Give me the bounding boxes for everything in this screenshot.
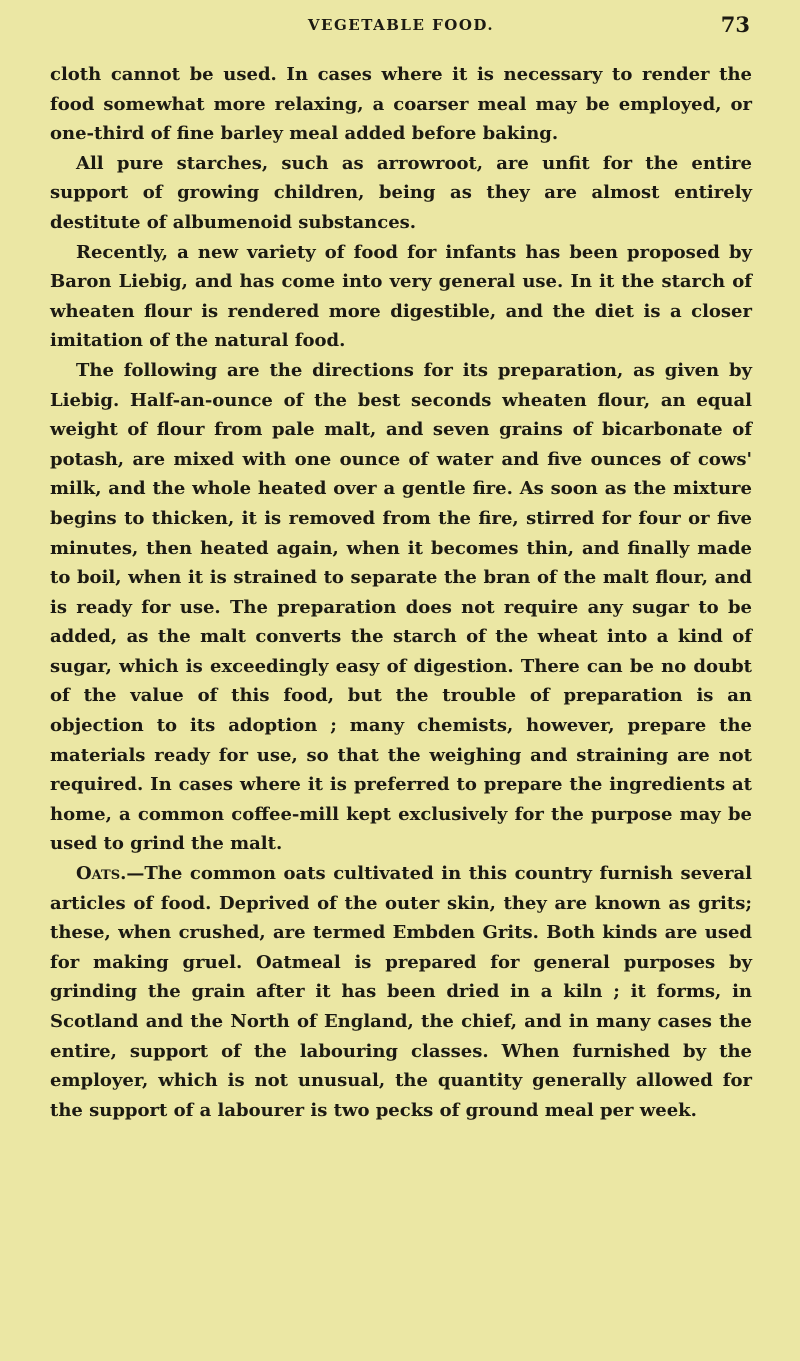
body-text <box>50 60 752 1125</box>
paragraph-1: cloth cannot be used. In cases where it is necessary to render the food somewhat more relaxing, a coarser meal may be employed, or one-third of fine barley meal added before baking. <box>50 64 752 145</box>
paragraph-2: All pure starches, such as arrowroot, are unfit for the entire support of growing children, being as they are almost entirely destitute of albumenoid substances. <box>50 152 752 233</box>
oats-text: —The common oats cultivated in this country furnish several articles of food. Deprived of the outer skin, they are known as grits; these, when crushed, are termed Embden Grits. Both kinds are used for making gruel. Oatmeal is prepared for general purposes by grinding the grain after it has been dried in a kiln ; it forms, in Scotland and the North of England, the chief, and in many cases the entire, support of the labouring classes. When furnished by the employer, which is not unusual, the quantity generally allowed for the support of a labourer is two pecks of ground meal per week. <box>50 863 752 1121</box>
paragraph-4: The following are the directions for its preparation, as given by Liebig. Half-an-ounce of the best seconds wheaten flour, an equal weight of flour from pale malt, and seven grains of bicarbonate of potash, are mixed with one ounce of water and five ounces of cows' milk, and the whole heated over a gentle fire. As soon as the mixture begins to thicken, it is removed from the fire, stirred for four or five minutes, then heated again, when it becomes thin, and finally made to boil, when it is strained to separate the bran of the malt flour, and is ready for use. The preparation does not require any sugar to be added, as the malt converts the starch of the wheat into a kind of sugar, which is exceedingly easy of digestion. There can be no doubt of the value of this food, but the trouble of preparation is an objection to its adoption ; many chemists, however, prepare the materials ready for use, so that the weighing and straining are not required. In cases where it is preferred to prepare the ingredients at home, a common coffee-mill kept exclusively for the purpose may be used to grind the malt. <box>50 359 752 855</box>
paragraph-oats <box>50 859 752 1125</box>
page-number: 73 <box>720 12 750 37</box>
running-head: VEGETABLE FOOD. <box>307 16 495 34</box>
paragraph-3: Recently, a new variety of food for infants has been proposed by Baron Liebig, and has come into very general use. In it the starch of wheaten flour is rendered more digestible, and the diet is a closer imitation of the natural food. <box>50 241 752 352</box>
page-header <box>50 8 752 46</box>
oats-heading: Oats. <box>76 863 127 885</box>
